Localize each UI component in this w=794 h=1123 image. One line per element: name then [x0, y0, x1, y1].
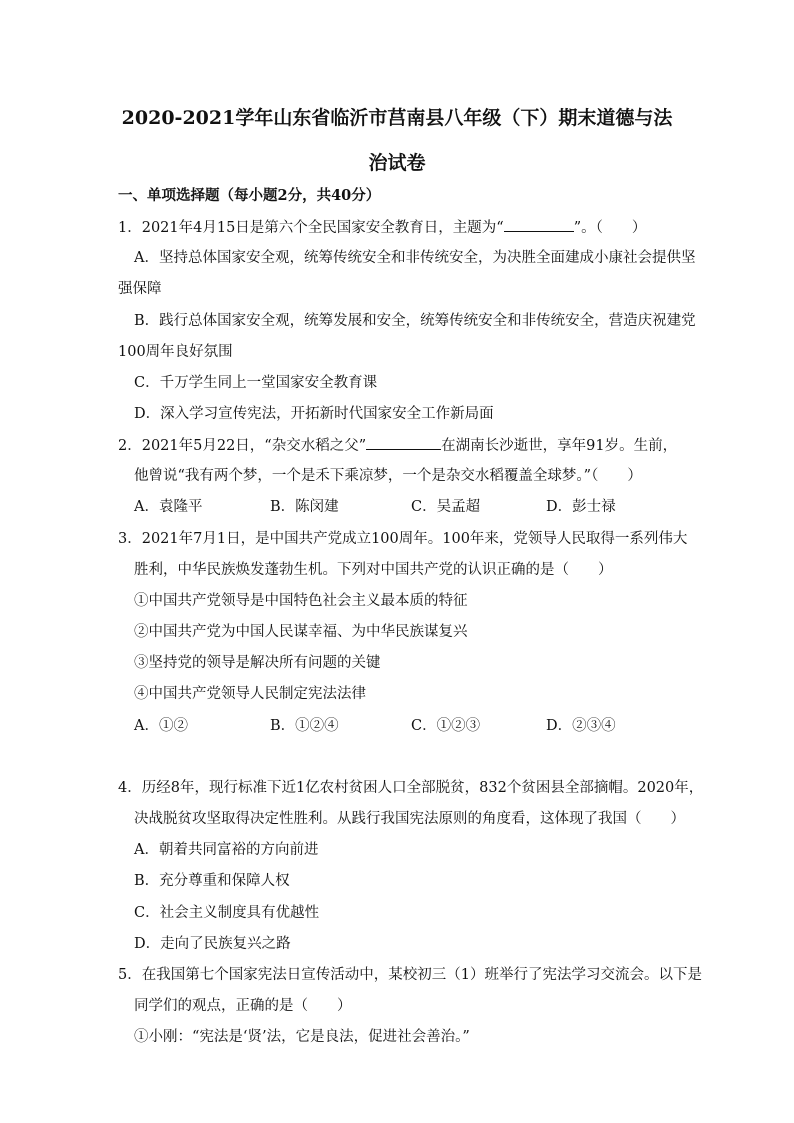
q2-stem-text-a: 2．2021年5月22日，“杂交水稻之父” — [118, 438, 367, 454]
exam-title-line2: 治试卷 — [368, 152, 426, 174]
q3-statement-4: ④中国共产党领导人民制定宪法法律 — [134, 686, 366, 702]
q1-option-b-line2: 100周年良好氛围 — [118, 344, 233, 360]
q2-option-b: B．陈闵建 — [270, 499, 339, 515]
q5-statement-1: ①小刚：“宪法是‘贤’法，它是良法，促进社会善治。” — [134, 1029, 470, 1045]
q2-option-c: C．吴孟超 — [411, 499, 481, 515]
q1-option-a-line1: A．坚持总体国家安全观，统筹传统安全和非传统安全，为决胜全面建成小康社会提供坚 — [134, 250, 696, 266]
q5-stem-line1: 5．在我国第七个国家宪法日宣传活动中，某校初三（1）班举行了宪法学习交流会。以下是 — [118, 967, 702, 983]
q2-option-a: A．袁隆平 — [134, 499, 203, 515]
q4-option-d: D．走向了民族复兴之路 — [134, 936, 291, 952]
q4-stem-line1: 4．历经8年，现行标准下近1亿农村贫困人口全部脱贫，832个贫困县全部摘帽。2020年， — [118, 780, 704, 796]
q1-option-b-line1: B．践行总体国家安全观，统筹发展和安全，统筹传统安全和非传统安全，营造庆祝建党 — [134, 313, 696, 329]
q4-stem-line2: 决战脱贫攻坚取得决定性胜利。从践行我国宪法原则的角度看，这体现了我国（ ） — [134, 811, 685, 827]
q3-option-b: B．①②④ — [270, 718, 339, 734]
q1-stem — [118, 217, 646, 238]
q1-answer-blank — [504, 217, 574, 232]
q3-statement-2: ②中国共产党为中国人民谋幸福、为中华民族谋复兴 — [134, 624, 468, 640]
q2-stem — [118, 435, 677, 456]
q1-stem-text-a: 1．2021年4月15日是第六个全民国家安全教育日，主题为“ — [118, 220, 504, 236]
q1-option-a-line2: 强保障 — [118, 281, 162, 297]
section-heading: 一、单项选择题（每小题2分，共40分） — [118, 187, 381, 204]
q4-option-b: B．充分尊重和保障人权 — [134, 873, 290, 889]
q5-stem-line2: 同学们的观点，正确的是（ ） — [134, 998, 352, 1014]
q3-option-c: C．①②③ — [411, 718, 481, 734]
q3-statement-1: ①中国共产党领导是中国特色社会主义最本质的特征 — [134, 593, 468, 609]
q1-stem-text-b: ”。（ ） — [573, 220, 647, 236]
q4-option-a: A．朝着共同富裕的方向前进 — [134, 842, 319, 858]
q4-option-c: C．社会主义制度具有优越性 — [134, 905, 320, 921]
q1-option-c: C．千万学生同上一堂国家安全教育课 — [134, 375, 378, 391]
q2-answer-blank — [366, 435, 441, 450]
q2-option-d: D．彭士禄 — [546, 499, 616, 515]
q2-stem-line2: 他曾说“我有两个梦，一个是禾下乘凉梦，一个是杂交水稻覆盖全球梦。”（ ） — [134, 468, 642, 484]
q2-stem-text-b: 在湖南长沙逝世，享年91岁。生前， — [441, 438, 678, 454]
q3-option-a: A．①② — [134, 718, 188, 734]
q3-stem-line2: 胜利，中华民族焕发蓬勃生机。下列对中国共产党的认识正确的是（ ） — [134, 562, 613, 578]
exam-title-line1: 2020-2021学年山东省临沂市莒南县八年级（下）期末道德与法 — [121, 107, 673, 129]
q3-stem-line1: 3．2021年7月1日，是中国共产党成立100周年。100年来，党领导人民取得一系列伟大 — [118, 531, 688, 547]
q3-option-d: D．②③④ — [546, 718, 616, 734]
q1-option-d: D．深入学习宣传宪法，开拓新时代国家安全工作新局面 — [134, 406, 494, 422]
q3-statement-3: ③坚持党的领导是解决所有问题的关键 — [134, 655, 381, 671]
